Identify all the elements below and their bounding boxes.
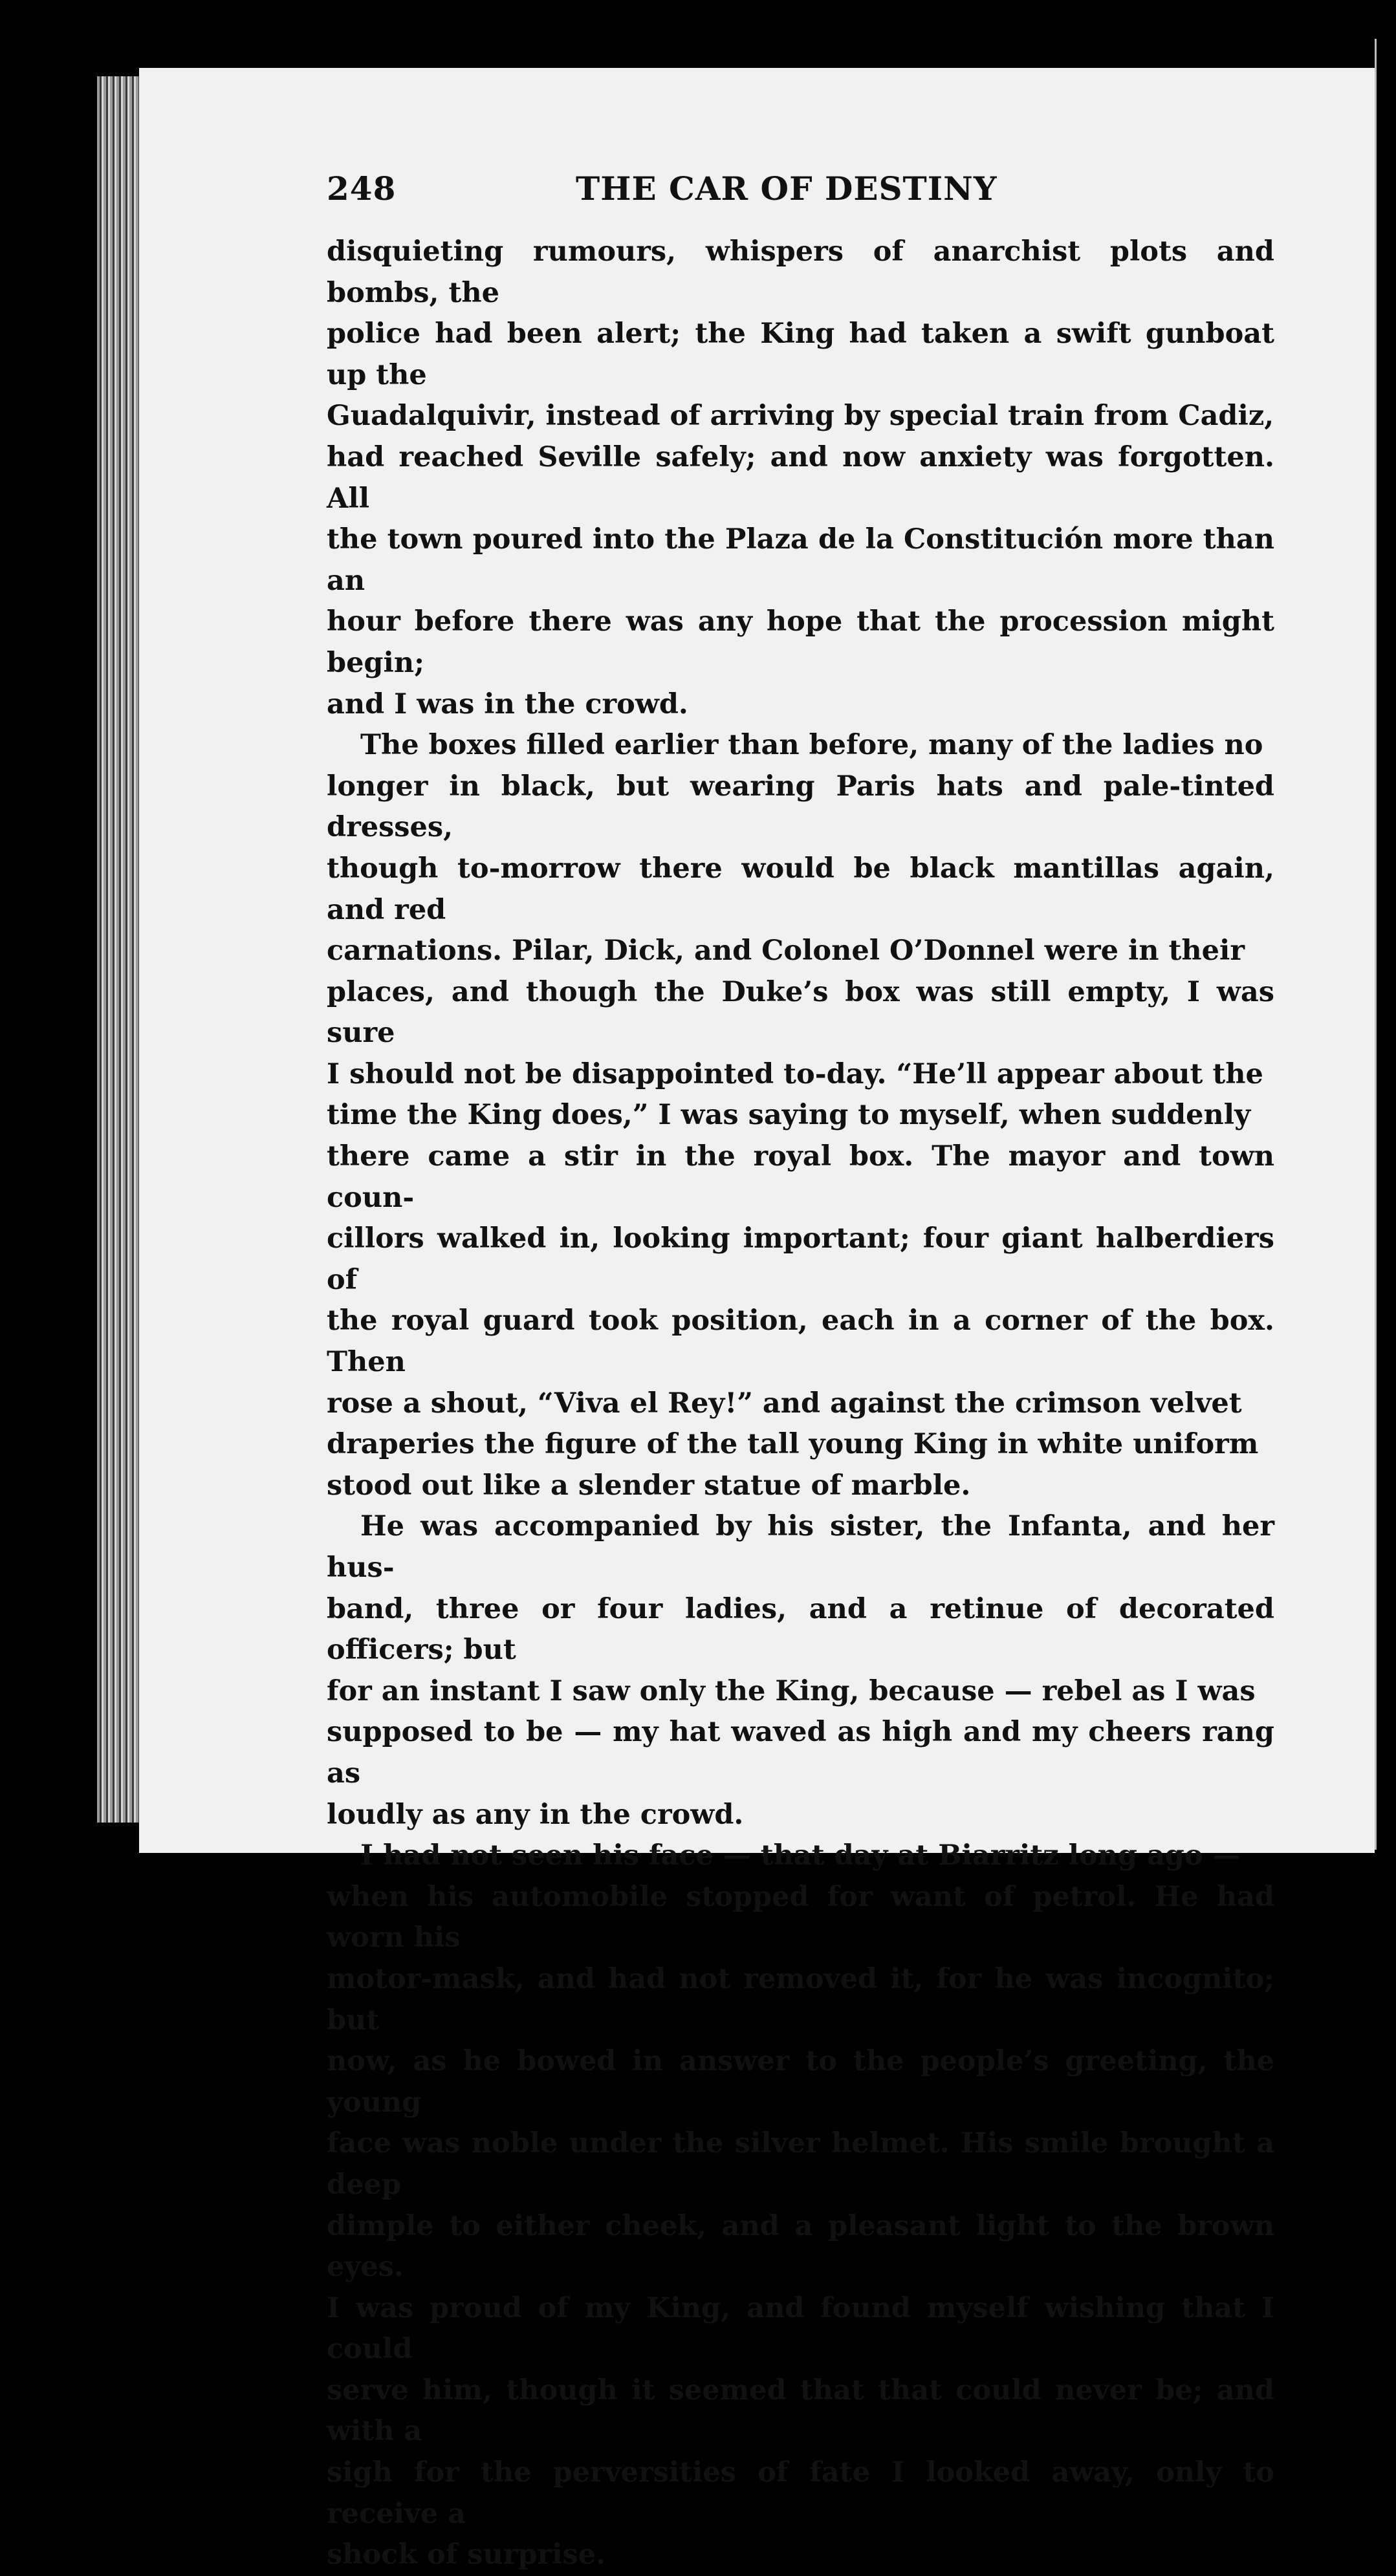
paragraph: He was accompanied by his sister, the Infanta, and her hus- band, three or four ladies, and a retinue of decorated officers; but for an instant I saw only the King, because — rebel as I was supposed to be — my hat waved as high and my cheers rang as loudly as any in the crowd. xyxy=(327,1510,1274,1831)
paragraph-continuation: disquieting rumours, whispers of anarchist plots and bombs, the police had been alert; the King had taken a swift gunboat up the Guadalquivir, instead of arriving by special train from Cadiz, had reached Seville safely; and now anxiety was forgotten. All the town poured into the Plaza de la Constitución more than an hour before there was any hope that the procession might begin; and I was in the crowd. xyxy=(327,235,1274,720)
page-binding-edge xyxy=(1375,39,1390,1850)
page-number: 248 xyxy=(327,169,397,208)
paragraph: The boxes filled earlier than before, many of the ladies no longer in black, but wearing Paris hats and pale-tinted dresses, though to-morrow there would be black mantillas again, and red carnations. Pilar, Dick, and Colonel O’Donnel were in their places, and though the Duke’s box was still empty, I was sure I should not be disappointed to-day. “He’ll appear about the time the King does,” I was saying to myself, when suddenly there came a stir in the royal box. The mayor and town coun- cillors walked in, looking important; four giant halberdiers of the royal guard took position, each in a corner of the box. Then rose a shout, “Viva el Rey!” and against the crimson velvet draperies the figure of the tall young King in white uniform stood out like a slender statue of marble. xyxy=(327,729,1274,1502)
body-text xyxy=(327,232,1274,2576)
running-head xyxy=(327,169,1274,221)
paragraph: I had not seen his face — that day at Biarritz long ago — when his automobile stopped for want of petrol. He had worn his motor-mask, and had not removed it, for he was incognito; but now, as he bowed in answer to the people’s greeting, the young face was noble under the silver helmet. His smile brought a deep dimple to either cheek, and a pleasant light to the brown eyes. I was proud of my King, and found myself wishing that I could serve him, though it seemed that that could never be; and with a sigh for the perversities of fate I looked away, only to receive a shock of surprise. xyxy=(327,1839,1274,2571)
running-title: THE CAR OF DESTINY xyxy=(576,169,998,208)
